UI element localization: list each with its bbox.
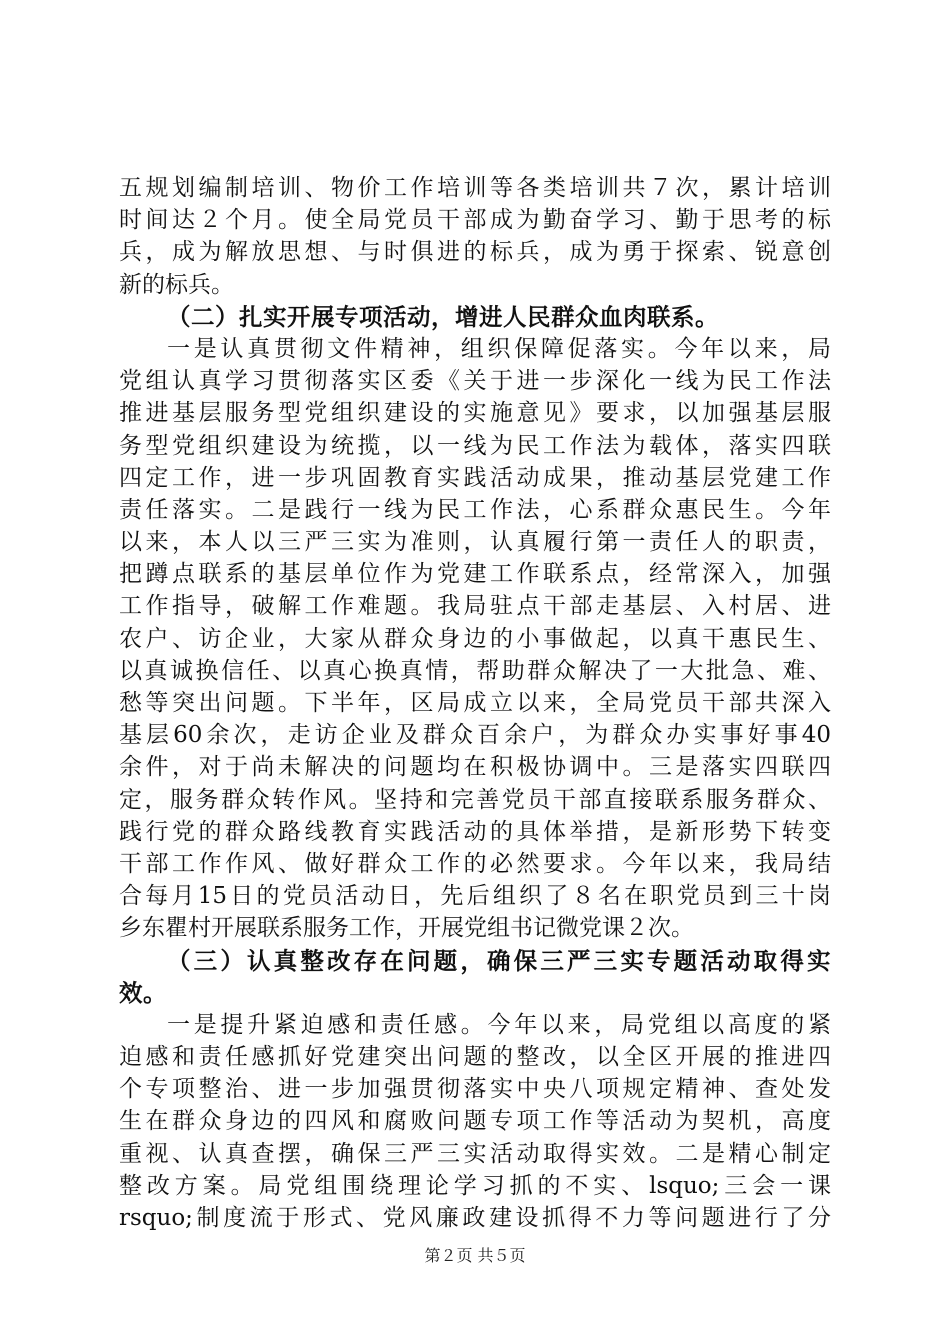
page-number-footer: 第２页 共５页 — [424, 1246, 526, 1265]
text-line: 务型党组织建设为统揽，以一线为民工作法为载体，落实四联 — [119, 432, 831, 459]
text-line: 定，服务群众转作风。坚持和完善党员干部直接联系服务群众、 — [119, 786, 831, 813]
text-line: 以来，本人以三严三实为准则，认真履行第一责任人的职责， — [119, 529, 831, 556]
text-line: 生在群众身边的四风和腐败问题专项工作等活动为契机，高度 — [119, 1108, 831, 1135]
text-line: 四定工作，进一步巩固教育实践活动成果，推动基层党建工作 — [119, 464, 831, 491]
text-line: 重视、认真查摆，确保三严三实活动取得实效。二是精心制定 — [119, 1140, 831, 1167]
text-line: 责任落实。二是践行一线为民工作法，心系群众惠民生。今年 — [119, 496, 831, 523]
text-line: 党组认真学习贯彻落实区委《关于进一步深化一线为民工作法 — [119, 368, 831, 395]
text-line: 新的标兵。 — [119, 271, 234, 298]
heading-line: 效。 — [119, 978, 167, 1007]
paragraph — [119, 172, 831, 301]
heading-line: （三）认真整改存在问题，确保三严三实专题活动取得实 — [167, 946, 831, 975]
text-line: 迫感和责任感抓好党建突出问题的整改，以全区开展的推进四 — [119, 1044, 831, 1071]
text-line: 乡东瞿村开展联系服务工作，开展党组书记微党课２次。 — [119, 915, 694, 942]
text-line: 基层60余次，走访企业及群众百余户，为群众办实事好事40 — [119, 722, 831, 749]
text-line: 工作指导，破解工作难题。我局驻点干部走基层、入村居、进 — [119, 593, 831, 620]
text-line: 践行党的群众路线教育实践活动的具体举措，是新形势下转变 — [119, 818, 831, 845]
text-line: 干部工作作风、做好群众工作的必然要求。今年以来，我局结 — [119, 850, 831, 877]
text-line: 时间达２个月。使全局党员干部成为勤奋学习、勤于思考的标 — [119, 207, 831, 234]
text-line: 推进基层服务型党组织建设的实施意见》要求，以加强基层服 — [119, 400, 831, 427]
text-line: 一是认真贯彻文件精神，组织保障促落实。今年以来，局 — [167, 335, 831, 362]
text-line: 合每月15日的党员活动日，先后组织了８名在职党员到三十岗 — [119, 883, 831, 910]
paragraph — [119, 1009, 831, 1234]
paragraph — [119, 333, 831, 945]
text-line: 以真诚换信任、以真心换真情，帮助群众解决了一大批急、难、 — [119, 657, 831, 684]
text-line: 一是提升紧迫感和责任感。今年以来，局党组以高度的紧 — [167, 1011, 831, 1038]
text-line: 兵，成为解放思想、与时俱进的标兵，成为勇于探索、锐意创 — [119, 239, 831, 266]
text-line: 把蹲点联系的基层单位作为党建工作联系点，经常深入，加强 — [119, 561, 831, 588]
text-line: 五规划编制培训、物价工作培训等各类培训共７次，累计培训 — [119, 175, 831, 201]
text-line: 农户、访企业，大家从群众身边的小事做起，以真干惠民生、 — [119, 625, 831, 652]
text-line: 整改方案。局党组围绕理论学习抓的不实、lsquo;三会一课 — [119, 1172, 831, 1199]
text-line: rsquo;制度流于形式、党风廉政建设抓得不力等问题进行了分 — [119, 1205, 831, 1231]
section-heading — [119, 945, 831, 1009]
document-body — [119, 172, 831, 1234]
text-line: 愁等突出问题。下半年，区局成立以来，全局党员干部共深入 — [119, 690, 831, 716]
text-line: 余件，对于尚未解决的问题均在积极协调中。三是落实四联四 — [119, 754, 831, 781]
text-line: 个专项整治、进一步加强贯彻落实中央八项规定精神、查处发 — [119, 1076, 831, 1103]
section-heading: （二）扎实开展专项活动，增进人民群众血肉联系。 — [167, 302, 719, 331]
